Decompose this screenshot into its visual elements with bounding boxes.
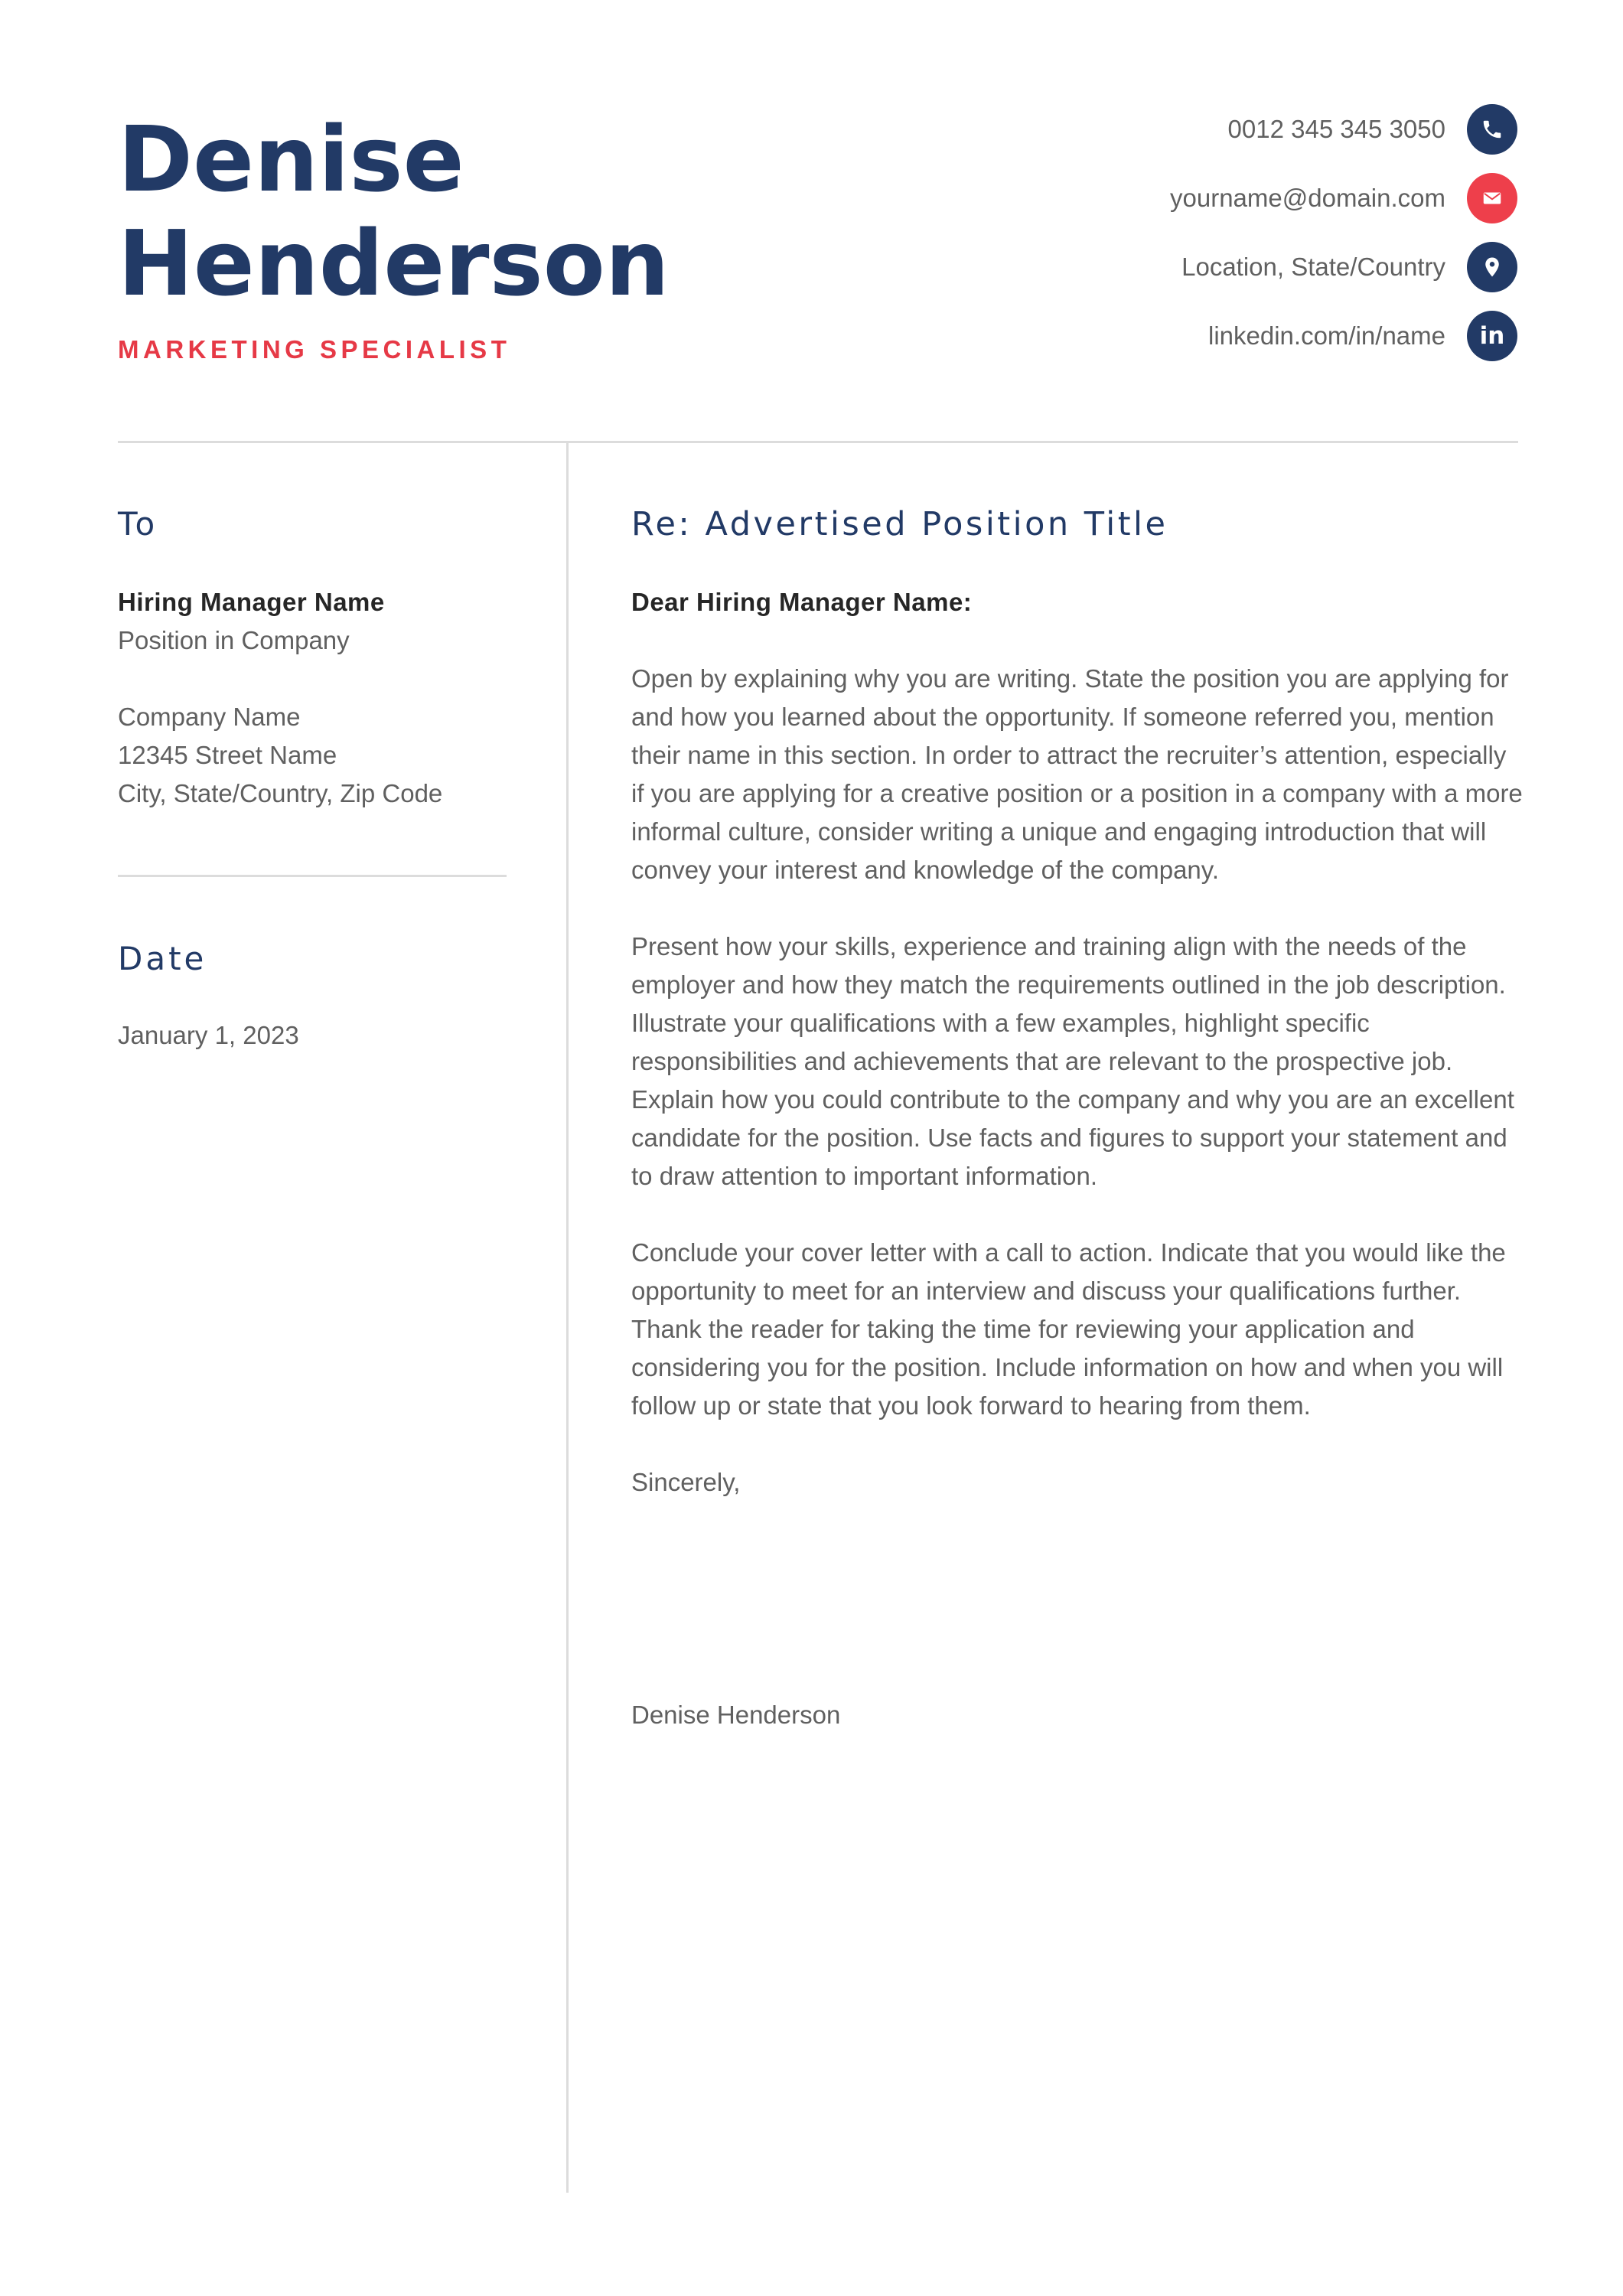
contact-list <box>752 103 1517 379</box>
contact-phone <box>752 103 1517 155</box>
email-address[interactable]: yourname@domain.com <box>1170 184 1445 212</box>
company-street: 12345 Street Name <box>118 741 337 769</box>
contact-email <box>752 172 1517 224</box>
company-name: Company Name <box>118 703 301 731</box>
letter-date: January 1, 2023 <box>118 1021 299 1049</box>
map-pin-icon <box>1467 242 1517 292</box>
contact-location <box>752 241 1517 293</box>
signature-name: Denise Henderson <box>631 1701 841 1729</box>
spacer <box>118 660 546 698</box>
job-title: MARKETING SPECIALIST <box>118 335 511 364</box>
to-heading: To <box>118 505 158 543</box>
letter-subject: Re: Advertised Position Title <box>631 505 1168 543</box>
closing: Sincerely, <box>631 1468 741 1496</box>
company-city: City, State/Country, Zip Code <box>118 779 443 807</box>
recipient-block <box>118 583 546 813</box>
location-text: Location, State/Country <box>1181 253 1445 281</box>
linkedin-url[interactable]: linkedin.com/in/name <box>1208 321 1445 350</box>
paragraph-opening: Open by explaining why you are writing. State the position you are applying for and how you learned about the opportunity. If someone referred you, mention their name in this section. In order to attract the recruiter’s attention, especially if you are applying for a creative position or a position in a company with a more informal culture, consider writing a unique and engaging introduction that will convey your interest and knowledge of the company. <box>631 664 1523 884</box>
phone-icon <box>1467 104 1517 155</box>
phone-number: 0012 345 345 3050 <box>1227 115 1445 143</box>
salutation: Dear Hiring Manager Name: <box>631 588 973 616</box>
date-heading: Date <box>118 940 207 977</box>
contact-linkedin <box>752 310 1517 362</box>
first-name: Denise <box>118 106 464 212</box>
linkedin-icon <box>1467 311 1517 361</box>
recipient-position: Position in Company <box>118 626 350 654</box>
left-section-divider <box>118 875 507 877</box>
last-name: Henderson <box>118 210 670 316</box>
applicant-name <box>118 107 670 315</box>
envelope-icon <box>1467 173 1517 223</box>
column-divider <box>566 443 569 2193</box>
header-divider <box>118 441 1518 443</box>
paragraph-conclusion: Conclude your cover letter with a call to action. Indicate that you would like the opportunity to meet for an interview and discuss your qualifications further. Thank the reader for taking the time for reviewing your application and considering you for the position. Include information on how and when you will follow up or state that you look forward to hearing from them. <box>631 1238 1506 1420</box>
letter-body <box>631 583 1523 1502</box>
linkedin-icon-label: in <box>1479 321 1505 350</box>
paragraph-qualifications: Present how your skills, experience and training align with the needs of the employer and how they match the requirements outlined in the job description. Illustrate your qualifications with a few examples, highlight specific responsibilities and achievements that are relevant to the prospective job. Explain how you could contribute to the company and why you are an excellent candidate for the position. Use facts and figures to support your statement and to draw attention to important information. <box>631 932 1514 1190</box>
recipient-name: Hiring Manager Name <box>118 588 385 616</box>
